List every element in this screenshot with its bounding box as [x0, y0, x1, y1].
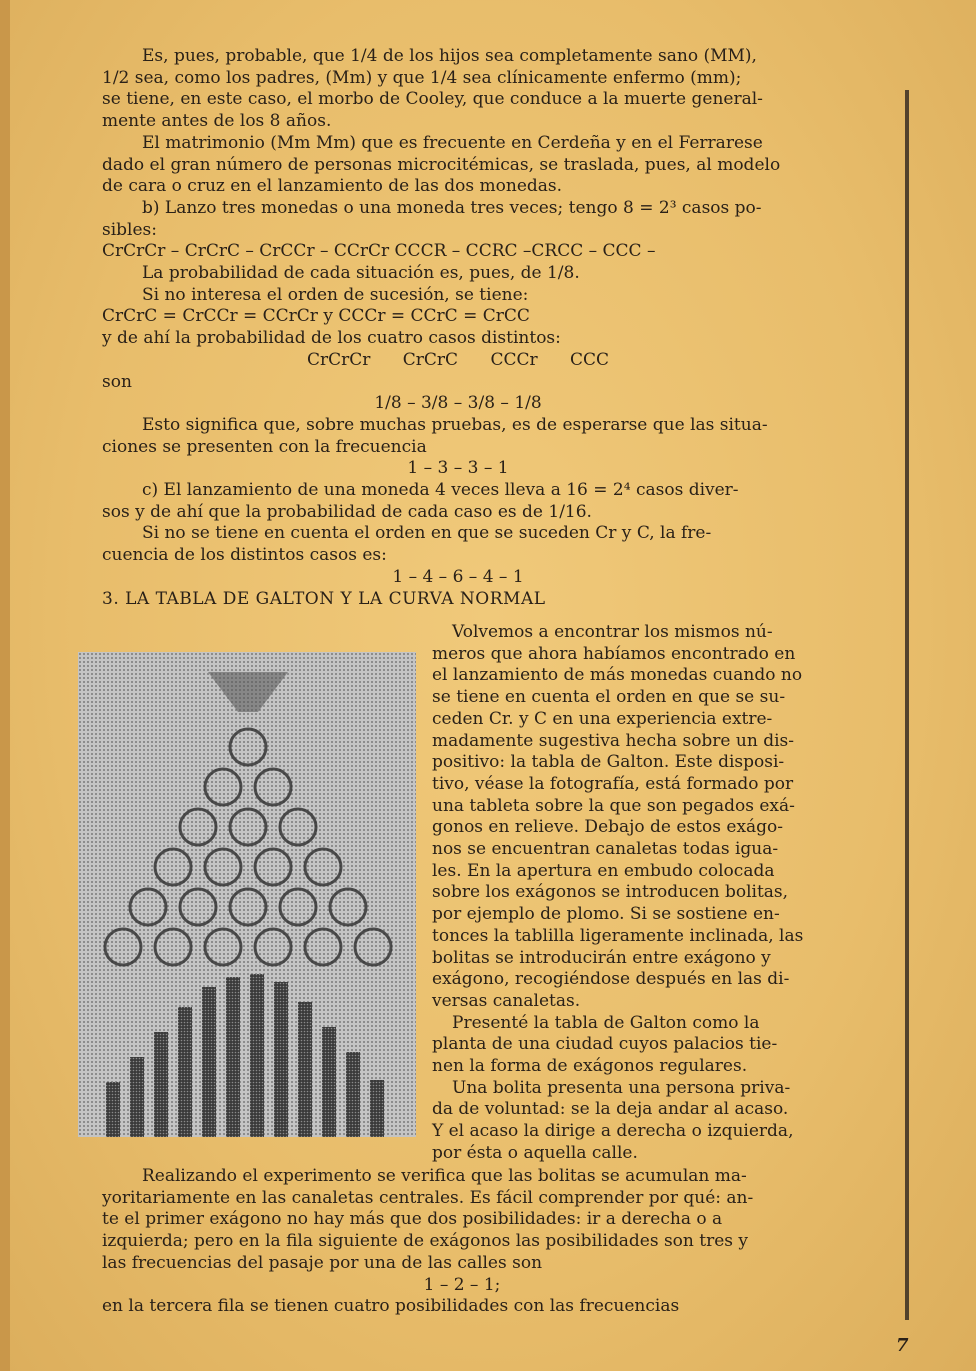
- line: exágono, recogiéndose después en las di-: [432, 969, 790, 990]
- fractions: 1/8 – 3/8 – 3/8 – 1/8: [374, 393, 542, 414]
- line: ceden Cr. y C en una experiencia extre-: [432, 708, 773, 729]
- line: sobre los exágonos se introducen bolitas,: [432, 882, 789, 903]
- line: se tiene, en este caso, el morbo de Cooley, que conduce a la muerte general-: [102, 89, 763, 110]
- line: las frecuencias del pasaje por una de las calles son: [102, 1252, 543, 1273]
- line: ciones se presenten con la frecuencia: [102, 436, 427, 457]
- main-text-top: [102, 46, 814, 610]
- line: les. En la apertura en embudo colocada: [432, 860, 775, 881]
- line: positivo: la tabla de Galton. Este disposi-: [432, 752, 785, 773]
- line: Presenté la tabla de Galton como la: [452, 1012, 760, 1033]
- line: da de voluntad: se la deja andar al acaso.: [432, 1099, 789, 1120]
- line: mente antes de los 8 años.: [102, 111, 332, 132]
- line: Y el acaso la dirige a derecha o izquierda,: [432, 1121, 794, 1142]
- right-column: [432, 622, 822, 1165]
- son-label: son: [102, 371, 132, 392]
- line: El matrimonio (Mm Mm) que es frecuente en Cerdeña y en el Ferrarese: [142, 132, 763, 153]
- line: Volvemos a encontrar los mismos nú-: [452, 622, 773, 642]
- line: c) El lanzamiento de una moneda 4 veces lleva a 16 = 2⁴ casos diver-: [142, 480, 739, 501]
- galton-board-photo: [78, 652, 416, 1137]
- frequency-4: 1 – 4 – 6 – 4 – 1: [392, 566, 524, 587]
- line: planta de una ciudad cuyos palacios tie-: [432, 1034, 778, 1055]
- line: La probabilidad de cada situación es, pues, de 1/8.: [142, 263, 580, 284]
- line: te el primer exágono no hay más que dos posibilidades: ir a derecha o a: [102, 1209, 723, 1230]
- line: b) Lanzo tres monedas o una moneda tres veces; tengo 8 = 2³ casos po-: [142, 197, 762, 218]
- line: cuencia de los distintos casos es:: [102, 545, 387, 566]
- sequence-line: CrCrCr – CrCrC – CrCCr – CCrCr CCCR – CCRC –CRCC – CCC –: [102, 241, 656, 262]
- line: tonces la tablilla ligeramente inclinada, las: [432, 925, 804, 946]
- line: tivo, véase la fotografía, está formado por: [432, 773, 794, 794]
- line: por ésta o aquella calle.: [432, 1142, 638, 1163]
- line: se tiene en cuenta el orden en que se su-: [432, 687, 786, 708]
- line: madamente sugestiva hecha sobre un dis-: [432, 730, 794, 751]
- line: dado el gran número de personas microcitémicas, se traslada, pues, al modelo: [102, 154, 781, 175]
- line: Realizando el experimento se verifica que las bolitas se acumulan ma-: [142, 1166, 747, 1186]
- line: Es, pues, probable, que 1/4 de los hijos sea completamente sano (MM),: [142, 46, 757, 66]
- line: yoritariamente en las canaletas centrales. Es fácil comprender por qué: an-: [102, 1187, 754, 1208]
- margin-rule: [905, 90, 909, 1320]
- equality-line: CrCrC = CrCCr = CCrCr y CCCr = CCrC = CrCC: [102, 306, 530, 327]
- line: meros que ahora habíamos encontrado en: [432, 643, 796, 664]
- four-cases: CrCrCr CrCrC CCCr CCC: [306, 349, 610, 370]
- line: 1/2 sea, como los padres, (Mm) y que 1/4 sea clínicamente enfermo (mm);: [102, 67, 742, 88]
- page-edge: [0, 0, 10, 1371]
- line: y de ahí la probabilidad de los cuatro casos distintos:: [102, 328, 561, 349]
- line: sos y de ahí que la probabilidad de cada caso es de 1/16.: [102, 501, 592, 522]
- line: de cara o cruz en el lanzamiento de las dos monedas.: [102, 176, 563, 197]
- line: gonos en relieve. Debajo de estos exágo-: [432, 817, 784, 838]
- bottom-text: [102, 1166, 822, 1318]
- line: en la tercera fila se tienen cuatro posibilidades con las frecuencias: [102, 1296, 680, 1317]
- line: el lanzamiento de más monedas cuando no: [432, 665, 803, 686]
- frequency-bottom: 1 – 2 – 1;: [423, 1274, 501, 1295]
- line: sibles:: [102, 219, 157, 240]
- line: Esto significa que, sobre muchas pruebas, es de esperarse que las situa-: [142, 414, 768, 435]
- line: una tableta sobre la que son pegados exá-: [432, 795, 795, 816]
- line: nen la forma de exágonos regulares.: [432, 1056, 748, 1077]
- frequency-3: 1 – 3 – 3 – 1: [407, 458, 509, 479]
- line: versas canaletas.: [432, 990, 581, 1011]
- line: por ejemplo de plomo. Si se sostiene en-: [432, 904, 780, 925]
- line: Una bolita presenta una persona priva-: [452, 1077, 791, 1098]
- page-number: 7: [896, 1335, 909, 1356]
- line: Si no interesa el orden de sucesión, se tiene:: [142, 284, 529, 305]
- line: izquierda; pero en la fila siguiente de exágonos las posibilidades son tres y: [102, 1231, 749, 1252]
- line: bolitas se introducirán entre exágono y: [432, 947, 771, 968]
- line: nos se encuentran canaletas todas igua-: [432, 839, 779, 860]
- line: Si no se tiene en cuenta el orden en que se suceden Cr y C, la fre-: [142, 523, 712, 544]
- section-heading: 3. LA TABLA DE GALTON Y LA CURVA NORMAL: [102, 588, 546, 609]
